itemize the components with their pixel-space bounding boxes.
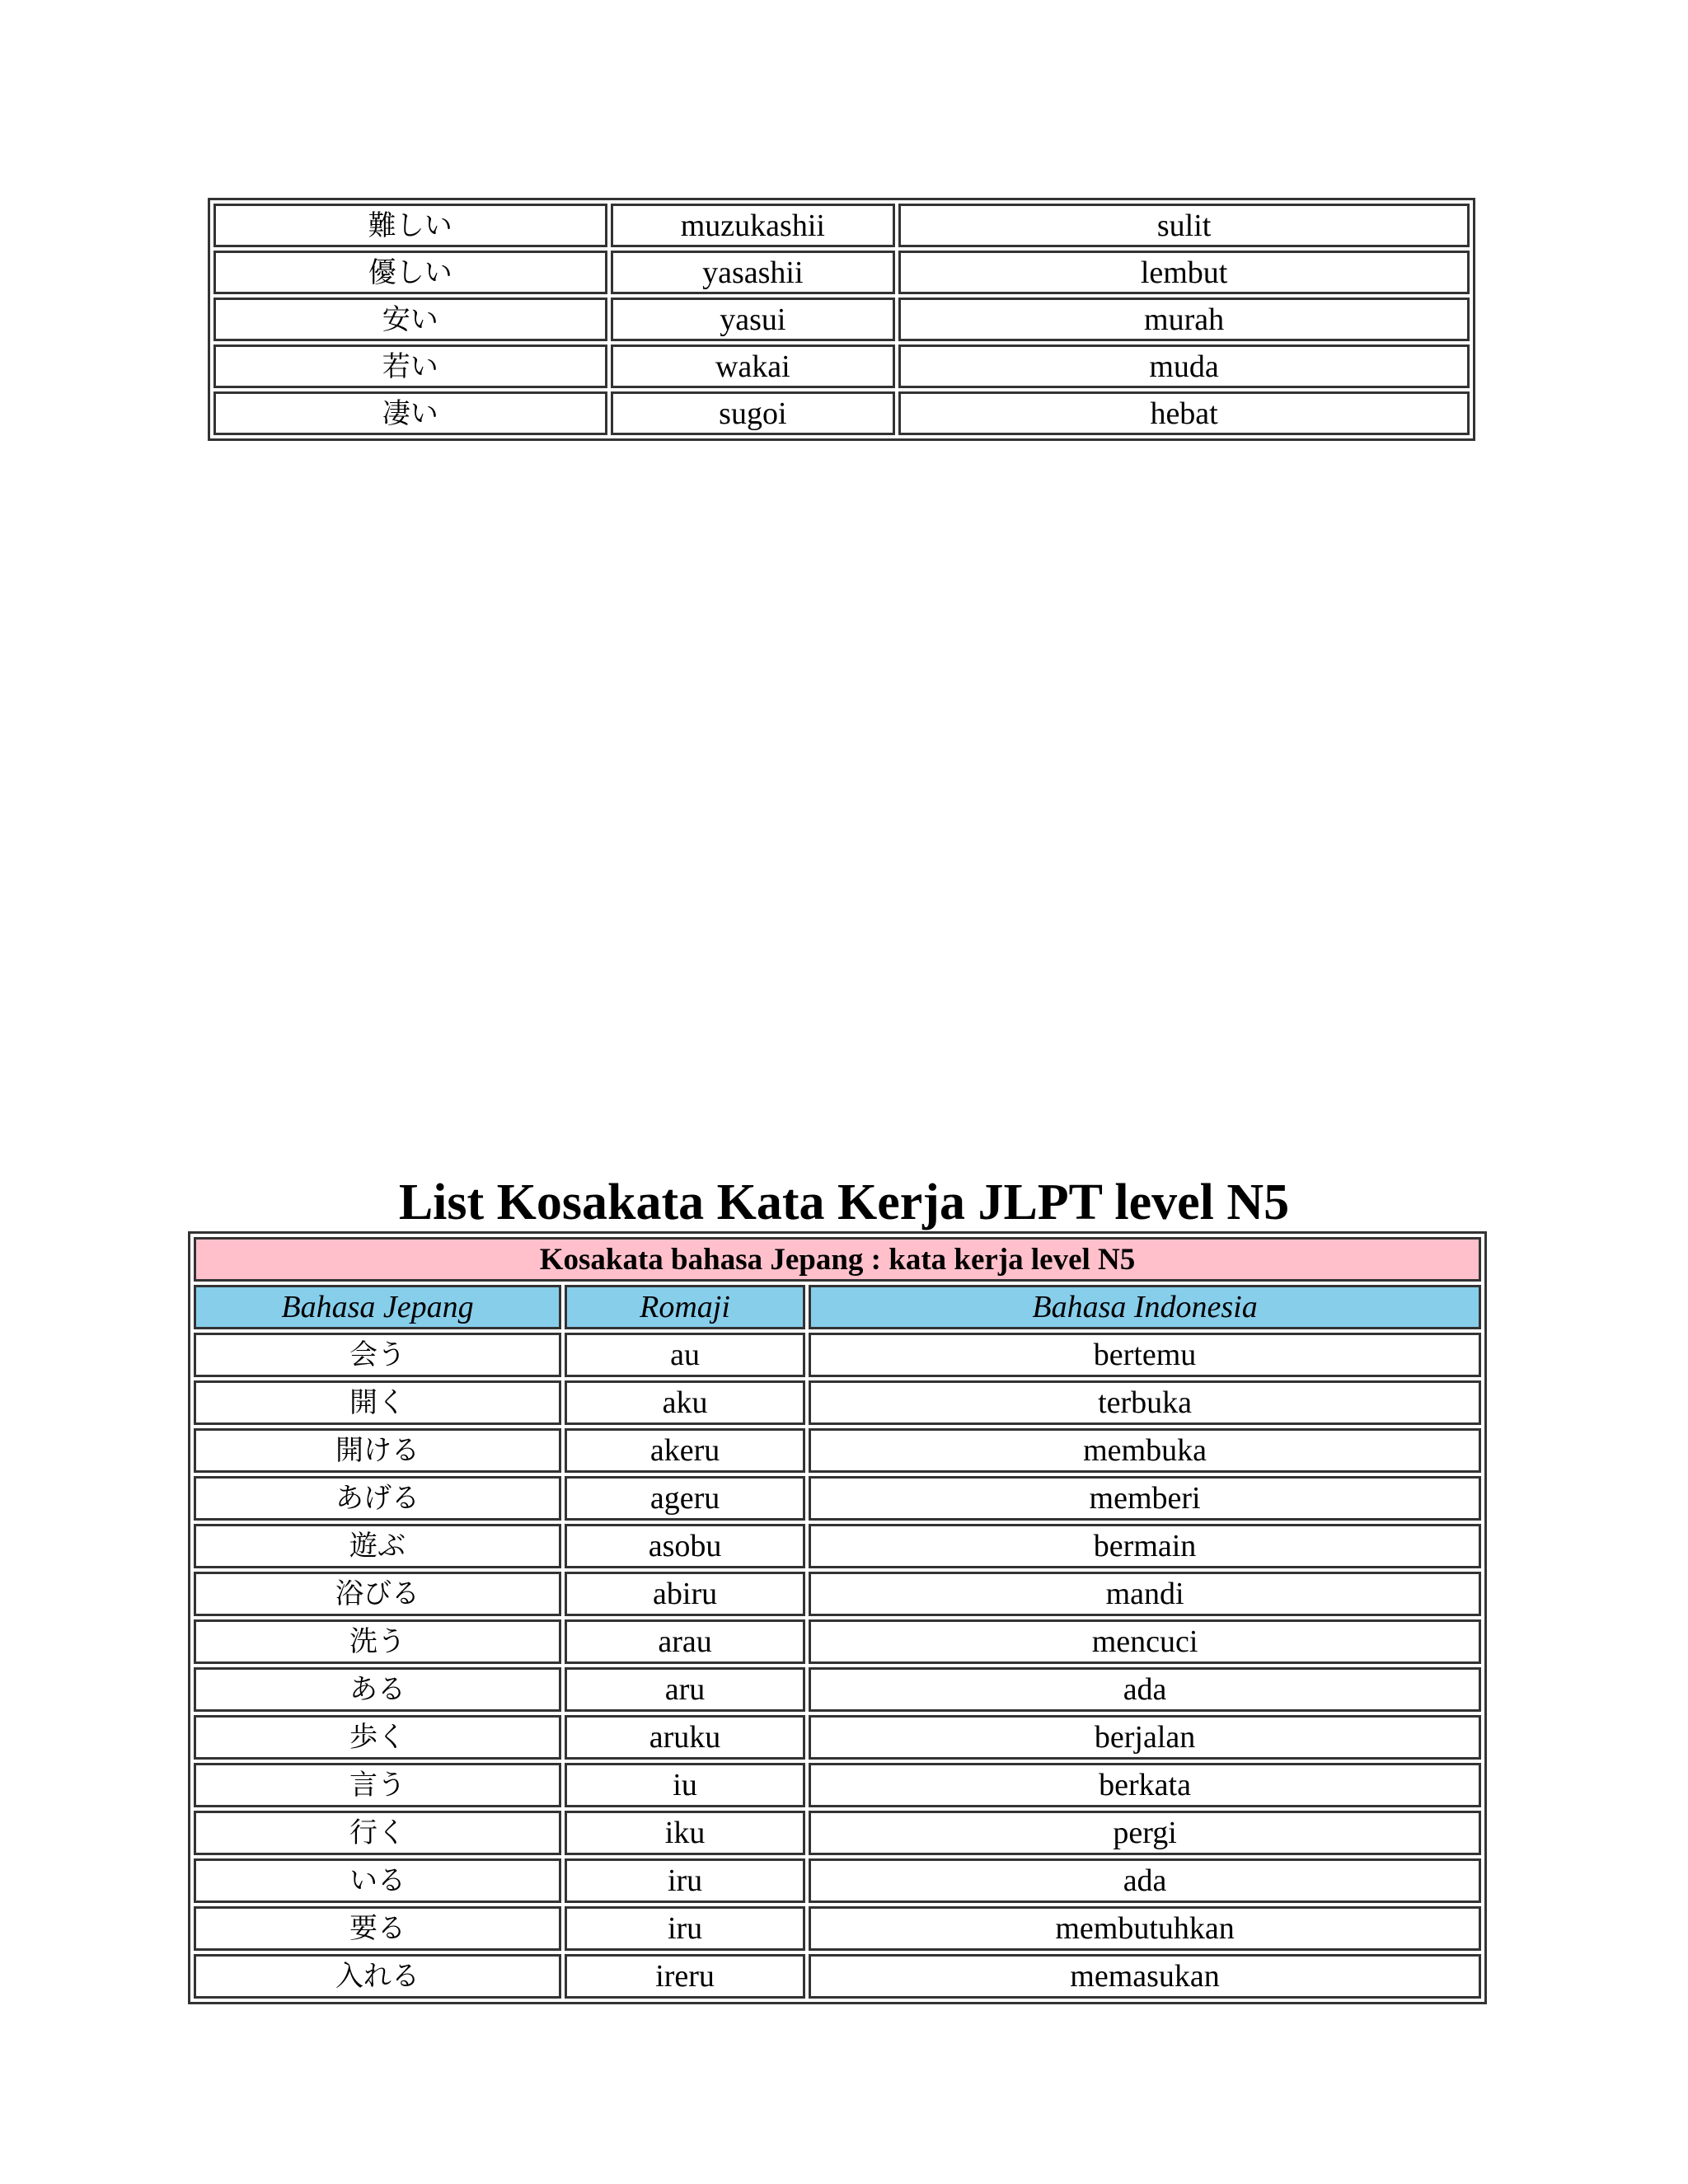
table-caption: Kosakata bahasa Jepang : kata kerja level N5 [194, 1237, 1481, 1282]
indonesian-cell: ada [809, 1858, 1481, 1903]
indonesian-cell: pergi [809, 1811, 1481, 1855]
romaji-cell: ireru [565, 1954, 805, 1999]
romaji-cell: wakai [611, 344, 896, 388]
table-row [194, 1906, 1481, 1951]
japanese-cell: 開く [194, 1380, 561, 1425]
romaji-cell: aruku [565, 1715, 805, 1760]
japanese-cell: 安い [213, 298, 607, 341]
indonesian-cell: lembut [898, 251, 1470, 294]
table-caption-row [194, 1237, 1481, 1282]
japanese-cell: 要る [194, 1906, 561, 1951]
romaji-cell: iru [565, 1858, 805, 1903]
table-row [194, 1333, 1481, 1377]
table-row [194, 1476, 1481, 1521]
romaji-cell: arau [565, 1619, 805, 1664]
romaji-cell: yasashii [611, 251, 896, 294]
romaji-cell: abiru [565, 1572, 805, 1616]
indonesian-cell: sulit [898, 204, 1470, 247]
romaji-cell: aru [565, 1667, 805, 1712]
japanese-cell: 行く [194, 1811, 561, 1855]
table-row [194, 1763, 1481, 1807]
japanese-cell: 若い [213, 344, 607, 388]
romaji-cell: akeru [565, 1428, 805, 1473]
romaji-cell: iu [565, 1763, 805, 1807]
table-row [213, 298, 1470, 341]
romaji-cell: ageru [565, 1476, 805, 1521]
indonesian-cell: mandi [809, 1572, 1481, 1616]
japanese-cell: あげる [194, 1476, 561, 1521]
table-row [194, 1428, 1481, 1473]
japanese-cell: 難しい [213, 204, 607, 247]
table-row [194, 1524, 1481, 1568]
indonesian-cell: membuka [809, 1428, 1481, 1473]
indonesian-cell: bermain [809, 1524, 1481, 1568]
indonesian-cell: memberi [809, 1476, 1481, 1521]
indonesian-cell: murah [898, 298, 1470, 341]
japanese-cell: 浴びる [194, 1572, 561, 1616]
romaji-cell: aku [565, 1380, 805, 1425]
table-row [194, 1572, 1481, 1616]
japanese-cell: 入れる [194, 1954, 561, 1999]
indonesian-cell: muda [898, 344, 1470, 388]
verbs-table [188, 1231, 1487, 2004]
indonesian-cell: berjalan [809, 1715, 1481, 1760]
indonesian-cell: membutuhkan [809, 1906, 1481, 1951]
table-row [194, 1380, 1481, 1425]
indonesian-cell: berkata [809, 1763, 1481, 1807]
japanese-cell: ある [194, 1667, 561, 1712]
table-row [194, 1811, 1481, 1855]
romaji-cell: yasui [611, 298, 896, 341]
japanese-cell: 歩く [194, 1715, 561, 1760]
adjectives-table-body [213, 204, 1470, 435]
japanese-cell: 遊ぶ [194, 1524, 561, 1568]
japanese-cell: 開ける [194, 1428, 561, 1473]
column-header-japanese: Bahasa Jepang [194, 1285, 561, 1329]
table-row [194, 1619, 1481, 1664]
japanese-cell: 凄い [213, 391, 607, 435]
adjectives-table [208, 198, 1475, 441]
verbs-table-head [194, 1237, 1481, 1329]
table-row [194, 1858, 1481, 1903]
table-header-row [194, 1285, 1481, 1329]
japanese-cell: 洗う [194, 1619, 561, 1664]
japanese-cell: 会う [194, 1333, 561, 1377]
page-title: List Kosakata Kata Kerja JLPT level N5 [398, 1174, 1290, 1230]
romaji-cell: iru [565, 1906, 805, 1951]
romaji-cell: muzukashii [611, 204, 896, 247]
column-header-indonesian: Bahasa Indonesia [809, 1285, 1481, 1329]
table-row [213, 251, 1470, 294]
indonesian-cell: bertemu [809, 1333, 1481, 1377]
japanese-cell: 言う [194, 1763, 561, 1807]
verbs-table-body [194, 1333, 1481, 1999]
japanese-cell: いる [194, 1858, 561, 1903]
romaji-cell: iku [565, 1811, 805, 1855]
table-row [213, 204, 1470, 247]
romaji-cell: sugoi [611, 391, 896, 435]
indonesian-cell: ada [809, 1667, 1481, 1712]
table-row [213, 391, 1470, 435]
indonesian-cell: terbuka [809, 1380, 1481, 1425]
table-row [213, 344, 1470, 388]
indonesian-cell: mencuci [809, 1619, 1481, 1664]
table-row [194, 1667, 1481, 1712]
table-row [194, 1715, 1481, 1760]
japanese-cell: 優しい [213, 251, 607, 294]
indonesian-cell: hebat [898, 391, 1470, 435]
indonesian-cell: memasukan [809, 1954, 1481, 1999]
romaji-cell: asobu [565, 1524, 805, 1568]
romaji-cell: au [565, 1333, 805, 1377]
column-header-romaji: Romaji [565, 1285, 805, 1329]
table-row [194, 1954, 1481, 1999]
